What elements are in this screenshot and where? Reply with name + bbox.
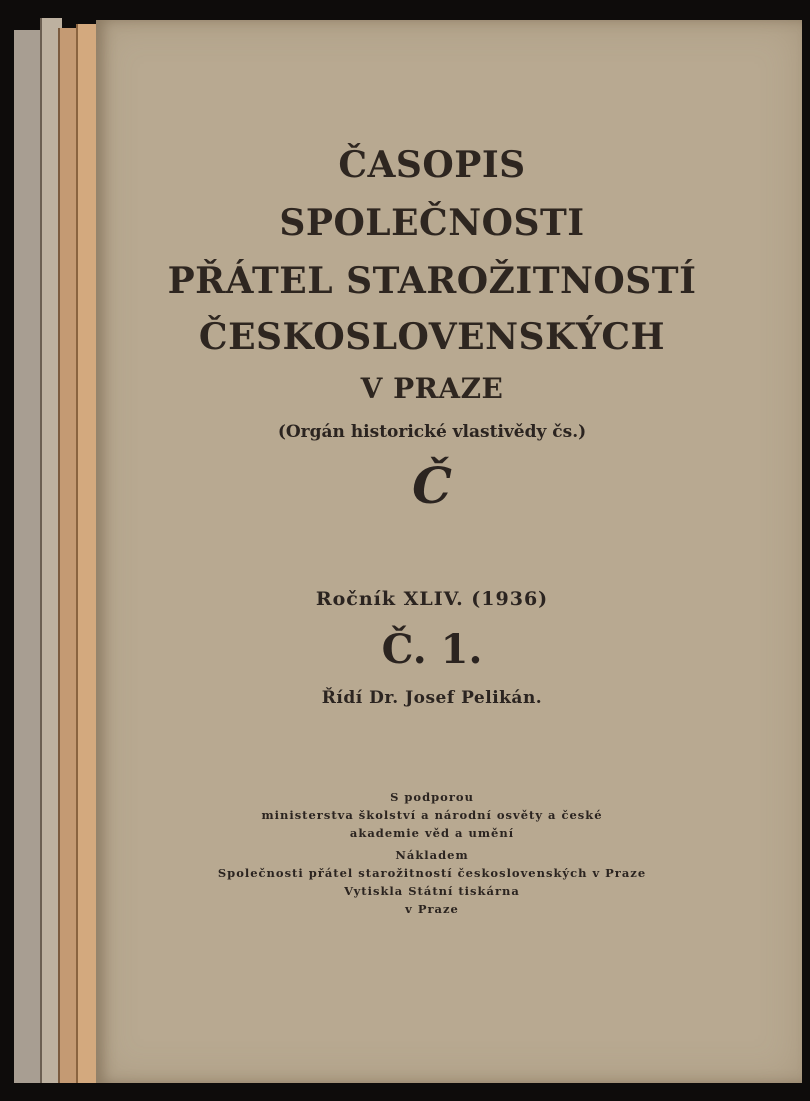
title-line-1: ČASOPIS bbox=[338, 144, 526, 186]
title-line-4: ČESKOSLOVENSKÝCH bbox=[198, 316, 666, 358]
imprint-line: akademie věd a umění bbox=[349, 826, 515, 840]
title-line-5: V PRAZE bbox=[360, 372, 504, 405]
imprint-line: Vytiskla Státní tiskárna bbox=[344, 884, 520, 898]
volume-label: Ročník XLIV. (1936) bbox=[315, 588, 549, 610]
imprint-line: ministerstva školství a národní osvěty a české bbox=[261, 808, 603, 822]
imprint-line: Společnosti přátel starožitností československých v Praze bbox=[217, 866, 647, 880]
journal-cover bbox=[96, 20, 802, 1083]
imprint-line: S podporou bbox=[390, 790, 474, 804]
editor-line: Řídí Dr. Josef Pelikán. bbox=[321, 688, 543, 708]
imprint-line: v Praze bbox=[405, 902, 459, 916]
subtitle: (Orgán historické vlastivědy čs.) bbox=[277, 422, 587, 442]
title-line-2: SPOLEČNOSTI bbox=[279, 202, 585, 244]
monogram-ornament: Č bbox=[412, 456, 452, 515]
imprint-line: Nákladem bbox=[395, 848, 469, 862]
title-line-3: PŘÁTEL STAROŽITNOSTÍ bbox=[167, 260, 697, 302]
issue-number: Č. 1. bbox=[381, 626, 483, 673]
